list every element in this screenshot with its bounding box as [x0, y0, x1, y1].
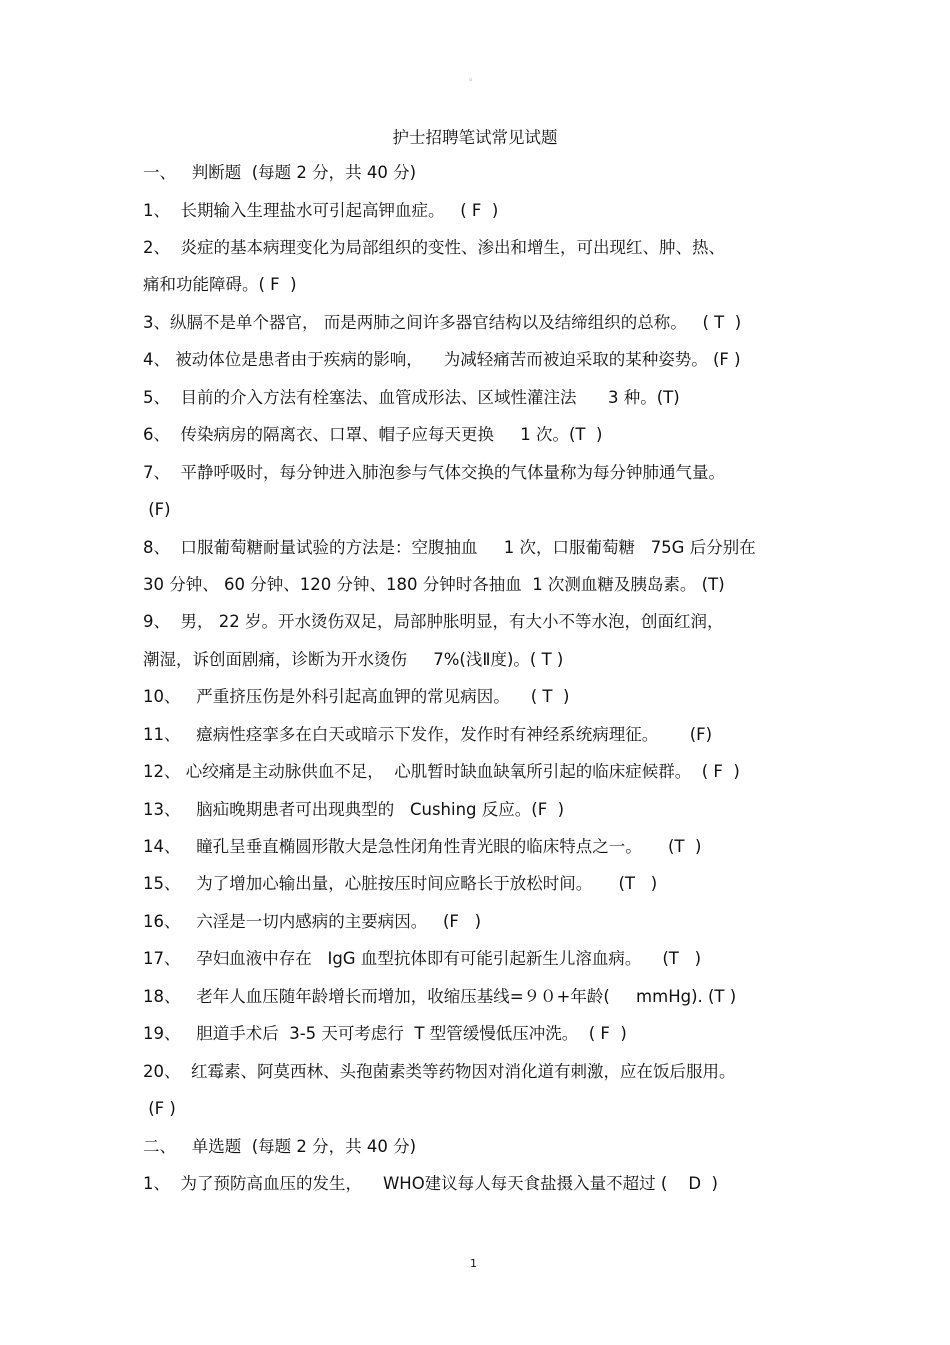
text-line: 7、 平静呼吸时，每分钟进入肺泡参与气体交换的气体量称为每分钟肺通气量。 — [143, 463, 725, 482]
text-line: 10、 严重挤压伤是外科引起高血钾的常见病因。 ( T ) — [143, 687, 570, 706]
text-line: 3、纵膈不是单个器官， 而是两肺之间许多器官结构以及结缔组织的总称。 ( T ) — [143, 313, 742, 332]
header-mark: 。 — [469, 73, 479, 83]
text-line: 9、 男， 22 岁。开水烫伤双足，局部肿胀明显，有大小不等水泡，创面红润， — [143, 612, 724, 631]
text-line: 19、 胆道手术后 3-5 天可考虑行 T 型管缓慢低压冲洗。 ( F ) — [143, 1024, 627, 1043]
page-number: 1 — [470, 1257, 477, 1270]
document-title: 护士招聘笔试常见试题 — [392, 128, 558, 147]
text-line: 12、 心绞痛是主动脉供血不足， 心肌暂时缺血缺氧所引起的临床症候群。 ( F ) — [143, 762, 740, 781]
text-line: 4、 被动体位是患者由于疾病的影响， 为减轻痛苦而被迫采取的某种姿势。 (F ) — [143, 350, 741, 369]
text-line: (F) — [143, 500, 171, 519]
text-line: 8、 口服葡萄糖耐量试验的方法是：空腹抽血 1 次，口服葡萄糖 75G 后分别在 — [143, 538, 756, 557]
text-line: 16、 六淫是一切内感病的主要病因。 (F ) — [143, 912, 482, 931]
text-line: 二、 单选题 (每题 2 分，共 40 分) — [143, 1137, 417, 1156]
text-line: 潮湿，诉创面剧痛，诊断为开水烫伤 7%(浅Ⅱ度)。( T ) — [143, 650, 564, 669]
text-line: 15、 为了增加心输出量，心脏按压时间应略长于放松时间。 (T ) — [143, 874, 658, 893]
text-line: (F ) — [143, 1099, 176, 1118]
text-line: 30 分钟、 60 分钟、120 分钟、180 分钟时各抽血 1 次测血糖及胰岛素。 (T) — [143, 575, 725, 594]
text-line: 14、 瞳孔呈垂直椭圆形散大是急性闭角性青光眼的临床特点之一。 (T ) — [143, 837, 702, 856]
text-line: 痛和功能障碍。( F ) — [143, 275, 297, 294]
text-line: 11、 癔病性痉挛多在白天或暗示下发作，发作时有神经系统病理征。 (F) — [143, 725, 713, 744]
text-line: 2、 炎症的基本病理变化为局部组织的变性、渗出和增生，可出现红、肿、热、 — [143, 238, 725, 257]
text-line: 一、 判断题 (每题 2 分，共 40 分) — [143, 163, 417, 182]
text-line: 20、 红霉素、阿莫西林、头孢菌素类等药物因对消化道有刺激，应在饭后服用。 — [143, 1062, 736, 1081]
text-line: 17、 孕妇血液中存在 IgG 血型抗体即有可能引起新生儿溶血病。 (T ) — [143, 949, 702, 968]
text-line: 13、 脑疝晚期患者可出现典型的 Cushing 反应。(F ) — [143, 800, 565, 819]
text-line: 1、 为了预防高血压的发生， WHO建议每人每天食盐摄入量不超过 ( D ) — [143, 1174, 718, 1193]
text-line: 1、 长期输入生理盐水可引起高钾血症。 ( F ) — [143, 201, 499, 220]
text-line: 6、 传染病房的隔离衣、口罩、帽子应每天更换 1 次。(T ) — [143, 425, 603, 444]
text-line: 5、 目前的介入方法有栓塞法、血管成形法、区域性灌注法 3 种。(T) — [143, 388, 680, 407]
text-line: 18、 老年人血压随年龄增长而增加，收缩压基线=９０+年龄( mmHg). (T ) — [143, 987, 737, 1006]
